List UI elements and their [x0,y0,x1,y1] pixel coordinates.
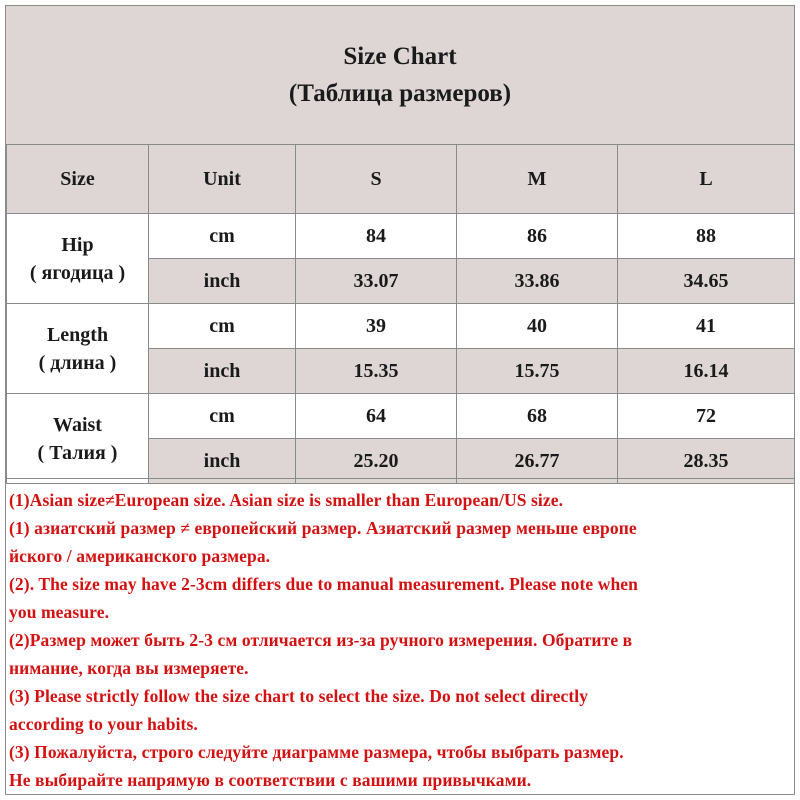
table-row-waist-cm [7,394,795,439]
note-line: йского / американского размера. [9,546,271,566]
size-table [6,144,795,484]
note-line: (2). The size may have 2-3cm differs due to manual measurement. Please note when [9,574,639,594]
cell-value: 25.20 [296,439,457,484]
cell-unit: inch [149,439,296,484]
title-area [6,6,794,145]
header-size: Size [7,145,149,214]
note-line: (2)Размер может быть 2-3 см отличается из-за ручного измерения. Обратите в [9,630,633,650]
size-chart-frame [5,5,795,795]
cell-unit: inch [149,259,296,304]
cell-value: 16.14 [618,349,795,394]
header-m: M [457,145,618,214]
row-label-en: Hip [61,233,94,256]
cell-unit: cm [149,304,296,349]
size-notes [6,478,794,794]
note-line: according to your habits. [9,714,198,734]
cell-value: 33.86 [457,259,618,304]
cell-unit: cm [149,394,296,439]
note-line: you measure. [9,602,110,622]
cell-value: 15.75 [457,349,618,394]
cell-value: 72 [618,394,795,439]
table-row-length-cm [7,304,795,349]
row-label-waist [7,394,149,484]
table-header-row [7,145,795,214]
cell-value: 28.35 [618,439,795,484]
row-label-ru: ( длина ) [38,351,117,374]
cell-value: 15.35 [296,349,457,394]
cell-value: 41 [618,304,795,349]
cell-value: 34.65 [618,259,795,304]
cell-value: 40 [457,304,618,349]
note-line: (1) азиатский размер ≠ европейский размер. Азиатский размер меньше европе [9,518,637,538]
note-line: (1)Asian size≠European size. Asian size is smaller than European/US size. [9,490,564,510]
cell-value: 86 [457,214,618,259]
cell-value: 33.07 [296,259,457,304]
row-label-en: Waist [53,413,102,436]
cell-value: 84 [296,214,457,259]
row-label-hip [7,214,149,304]
note-line: Не выбирайте напрямую в соответствии с вашими привычками. [9,770,532,790]
cell-value: 88 [618,214,795,259]
cell-unit: cm [149,214,296,259]
header-unit: Unit [149,145,296,214]
row-label-ru: ( ягодица ) [29,261,126,284]
title-english: Size Chart [343,43,457,70]
note-line: (3) Пожалуйста, строго следуйте диаграмме размера, чтобы выбрать размер. [9,742,624,762]
cell-value: 26.77 [457,439,618,484]
table-row-hip-cm [7,214,795,259]
cell-value: 39 [296,304,457,349]
header-l: L [618,145,795,214]
row-label-en: Length [46,323,109,346]
note-line: (3) Please strictly follow the size chart to select the size. Do not select directly [9,686,589,706]
cell-value: 64 [296,394,457,439]
note-line: нимание, когда вы измеряете. [9,658,249,678]
header-s: S [296,145,457,214]
row-label-length [7,304,149,394]
title-russian: (Таблица размеров) [288,80,512,107]
row-label-ru: ( Талия ) [37,441,118,464]
cell-value: 68 [457,394,618,439]
cell-unit: inch [149,349,296,394]
